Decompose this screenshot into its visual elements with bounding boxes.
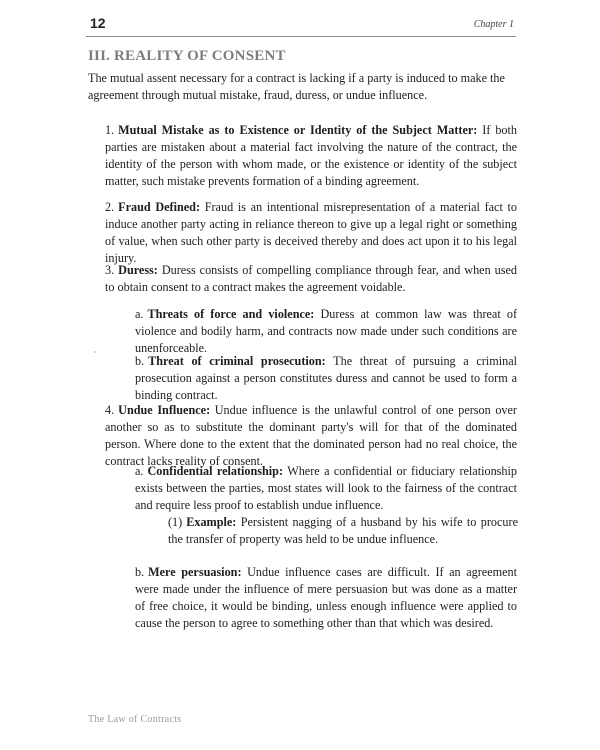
item-fraud — [105, 199, 517, 267]
item-text: Undue influence cases are difficult. If an agreement were made under the influence of mere persuasion but was done as a matter of free choice, it would be binding, unless enough influence were applied to cause the person to agree to something other than that which was desired. — [135, 565, 517, 630]
item-marker: 3. — [105, 263, 115, 277]
section-intro: The mutual assent necessary for a contract is lacking if a party is induced to make the agreement through mutual mistake, fraud, duress, or undue influence. — [88, 71, 505, 102]
item-mutual-mistake — [105, 122, 517, 190]
item-text: Duress consists of compelling compliance through fear, and when used to obtain consent to a contract makes the agreement voidable. — [105, 263, 517, 294]
item-marker: b. — [135, 565, 145, 579]
item-term: Example: — [186, 515, 237, 529]
item-marker: 2. — [105, 200, 115, 214]
item-text: Persistent nagging of a husband by his wife to procure the transfer of property was held to be undue influence. — [168, 515, 518, 546]
chapter-label: Chapter 1 — [473, 19, 514, 30]
subitem-mere-persuasion — [135, 564, 517, 632]
scan-dot — [94, 351, 96, 353]
item-term: Mutual Mistake as to Existence or Identity of the Subject Matter: — [118, 123, 478, 137]
item-duress — [105, 262, 517, 296]
item-marker: a. — [135, 464, 144, 478]
item-term: Undue Influence: — [118, 403, 211, 417]
item-text: Where a confidential or fiduciary relationship exists between the parties, most states will look to the fairness of the contract and require less proof to establish undue influence. — [135, 464, 517, 512]
subitem-threats-force — [135, 306, 517, 357]
page-number: 12 — [90, 15, 106, 31]
item-marker: a. — [135, 307, 144, 321]
page-header — [86, 14, 516, 37]
item-text: The threat of pursuing a criminal prosecution against a person constitutes duress and cannot be used to form a binding contract. — [135, 354, 517, 402]
item-term: Threats of force and violence: — [147, 307, 315, 321]
item-term: Confidential relationship: — [147, 464, 284, 478]
section-title: III. REALITY OF CONSENT — [88, 48, 286, 64]
item-text: If both parties are mistaken about a material fact involving the nature of the contract, the identity of the person with whom made, or the existence or identity of the subject matter, such mistake prevents formation of a binding agreement. — [105, 123, 517, 188]
item-marker: 1. — [105, 123, 115, 137]
item-text: Fraud is an intentional misrepresentation of a material fact to induce another party acting in reliance thereon to give up a legal right or something of value, when such other party is deceived thereby and does act upon it to his legal injury. — [105, 200, 518, 265]
item-marker: b. — [135, 354, 145, 368]
item-undue-influence — [105, 402, 517, 470]
item-term: Threat of criminal prosecution: — [148, 354, 326, 368]
subitem-threat-prosecution — [135, 353, 517, 404]
item-text: Duress at common law was threat of violence and bodily harm, and contracts now made under such conditions are unenforceable. — [135, 307, 518, 355]
item-marker: (1) — [168, 515, 183, 529]
item-term: Duress: — [118, 263, 158, 277]
page-footer: The Law of Contracts — [88, 714, 182, 725]
item-term: Mere persuasion: — [148, 565, 242, 579]
item-term: Fraud Defined: — [118, 200, 201, 214]
item-marker: 4. — [105, 403, 115, 417]
subsubitem-example — [168, 514, 518, 548]
item-text: Undue influence is the unlawful control of one person over another so as to substitute the dominant party's will for that of the dominated person. Where done to the extent that the dominated person had no real choice, the contract lacks reality of consent. — [105, 403, 517, 468]
subitem-confidential-relationship — [135, 463, 517, 514]
